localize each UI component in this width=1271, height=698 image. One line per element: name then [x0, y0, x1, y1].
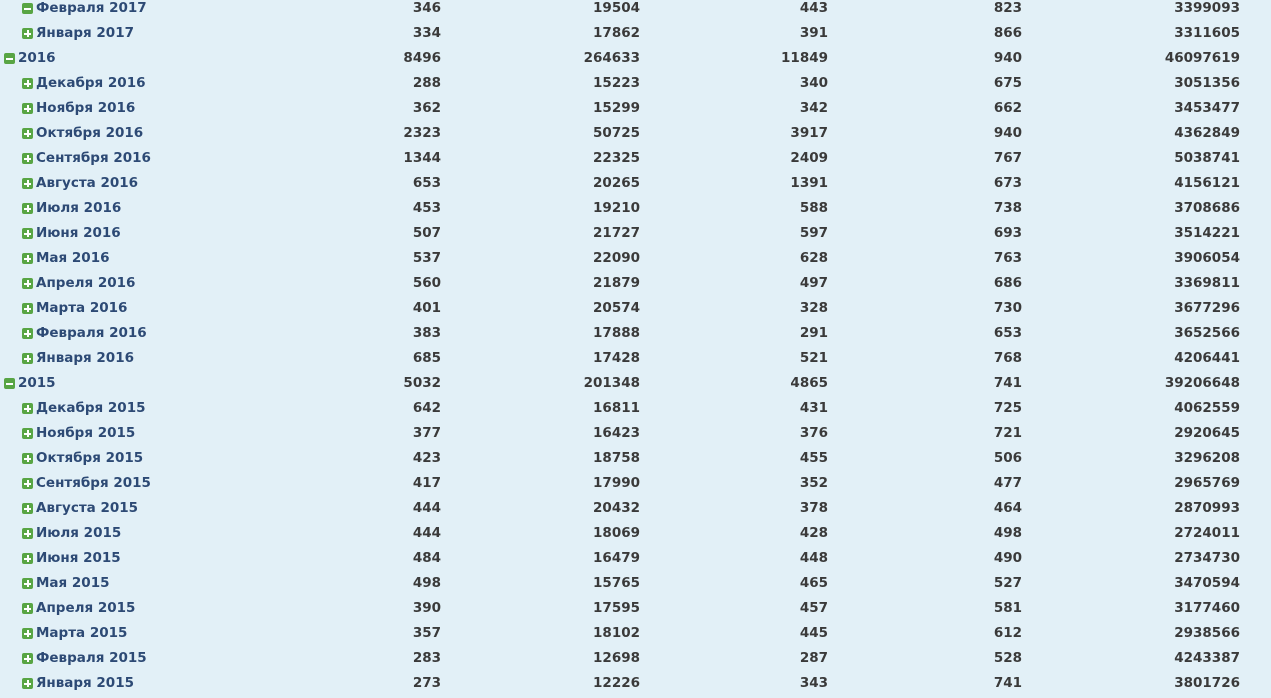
- value-cell-col3: 287: [799, 650, 828, 666]
- value-cell-col5: 2938566: [1174, 625, 1240, 641]
- expand-plus-icon[interactable]: [22, 328, 33, 339]
- value-cell-col1: 444: [412, 500, 441, 516]
- value-cell-col5: 3399093: [1174, 0, 1240, 16]
- row-label-text[interactable]: Июня 2015: [36, 550, 121, 566]
- value-cell-col3: 2409: [790, 150, 828, 166]
- month-row: [0, 346, 1271, 371]
- value-cell-col5: 5038741: [1174, 150, 1240, 166]
- value-cell-col4: 675: [993, 75, 1022, 91]
- row-label: [22, 471, 151, 496]
- value-cell-col3: 340: [799, 75, 828, 91]
- value-cell-col5: 3470594: [1174, 575, 1240, 591]
- value-cell-col4: 477: [993, 475, 1022, 491]
- value-cell-col2: 19210: [593, 200, 640, 216]
- value-cell-col5: 4206441: [1174, 350, 1240, 366]
- expand-plus-icon[interactable]: [22, 453, 33, 464]
- value-cell-col5: 3296208: [1174, 450, 1240, 466]
- value-cell-col3: 428: [799, 525, 828, 541]
- expand-plus-icon[interactable]: [22, 628, 33, 639]
- row-label: [22, 71, 145, 96]
- value-cell-col1: 417: [412, 475, 441, 491]
- expand-plus-icon[interactable]: [22, 253, 33, 264]
- value-cell-col3: 597: [799, 225, 828, 241]
- value-cell-col5: 2870993: [1174, 500, 1240, 516]
- row-label-text[interactable]: Марта 2016: [36, 300, 128, 316]
- value-cell-col3: 465: [799, 575, 828, 591]
- value-cell-col5: 2920645: [1174, 425, 1240, 441]
- value-cell-col4: 527: [993, 575, 1022, 591]
- row-label-text[interactable]: Ноября 2016: [36, 100, 136, 116]
- value-cell-col4: 673: [993, 175, 1022, 191]
- month-row: [0, 321, 1271, 346]
- value-cell-col3: 588: [799, 200, 828, 216]
- row-label-text[interactable]: Февраля 2017: [36, 0, 147, 16]
- row-label-text[interactable]: Августа 2016: [36, 175, 139, 191]
- value-cell-col4: 490: [993, 550, 1022, 566]
- expand-plus-icon[interactable]: [22, 403, 33, 414]
- value-cell-col5: 3801726: [1174, 675, 1240, 691]
- value-cell-col1: 8496: [403, 50, 441, 66]
- expand-plus-icon[interactable]: [22, 503, 33, 514]
- value-cell-col2: 21879: [593, 275, 640, 291]
- expand-plus-icon[interactable]: [22, 653, 33, 664]
- month-row: [0, 646, 1271, 671]
- row-label: [22, 396, 145, 421]
- expand-plus-icon[interactable]: [22, 128, 33, 139]
- value-cell-col3: 11849: [781, 50, 828, 66]
- value-cell-col2: 22325: [593, 150, 640, 166]
- value-cell-col3: 376: [799, 425, 828, 441]
- collapse-minus-icon[interactable]: [4, 378, 15, 389]
- expand-plus-icon[interactable]: [22, 228, 33, 239]
- month-row: [0, 196, 1271, 221]
- row-label-text[interactable]: Мая 2016: [36, 250, 110, 266]
- value-cell-col1: 507: [412, 225, 441, 241]
- row-label: [22, 171, 138, 196]
- value-cell-col3: 342: [799, 100, 828, 116]
- row-label: [22, 346, 134, 371]
- row-label: [22, 271, 135, 296]
- value-cell-col3: 4865: [790, 375, 828, 391]
- value-cell-col1: 653: [412, 175, 441, 191]
- value-cell-col3: 431: [799, 400, 828, 416]
- value-cell-col1: 537: [412, 250, 441, 266]
- value-cell-col3: 378: [799, 500, 828, 516]
- month-row: [0, 71, 1271, 96]
- expand-plus-icon[interactable]: [22, 303, 33, 314]
- row-label-text[interactable]: Ноября 2015: [36, 425, 136, 441]
- value-cell-col3: 343: [799, 675, 828, 691]
- value-cell-col5: 2734730: [1174, 550, 1240, 566]
- row-label: [22, 96, 135, 121]
- row-label: [22, 421, 135, 446]
- value-cell-col4: 823: [993, 0, 1022, 16]
- month-row: [0, 446, 1271, 471]
- expand-plus-icon[interactable]: [22, 528, 33, 539]
- row-label: [22, 496, 138, 521]
- value-cell-col4: 464: [993, 500, 1022, 516]
- value-cell-col1: 484: [412, 550, 441, 566]
- expand-plus-icon[interactable]: [22, 178, 33, 189]
- row-label-text[interactable]: Сентября 2015: [36, 475, 151, 491]
- value-cell-col3: 448: [799, 550, 828, 566]
- value-cell-col4: 498: [993, 525, 1022, 541]
- value-cell-col5: 3369811: [1174, 275, 1240, 291]
- value-cell-col4: 506: [993, 450, 1022, 466]
- row-label-text[interactable]: Февраля 2016: [36, 325, 147, 341]
- value-cell-col2: 15765: [593, 575, 640, 591]
- row-label: [4, 46, 56, 71]
- row-label: [22, 21, 134, 46]
- row-label-text[interactable]: Июня 2016: [36, 225, 121, 241]
- value-cell-col3: 497: [799, 275, 828, 291]
- value-cell-col2: 15299: [593, 100, 640, 116]
- value-cell-col4: 662: [993, 100, 1022, 116]
- value-cell-col5: 3453477: [1174, 100, 1240, 116]
- row-label: [22, 446, 143, 471]
- value-cell-col1: 357: [412, 625, 441, 641]
- row-label-text[interactable]: Декабря 2015: [36, 400, 146, 416]
- row-label: [4, 371, 56, 396]
- value-cell-col1: 401: [412, 300, 441, 316]
- value-cell-col1: 560: [412, 275, 441, 291]
- value-cell-col2: 12698: [593, 650, 640, 666]
- month-row: [0, 621, 1271, 646]
- value-cell-col3: 457: [799, 600, 828, 616]
- value-cell-col2: 17990: [593, 475, 640, 491]
- month-row: [0, 296, 1271, 321]
- value-cell-col2: 16423: [593, 425, 640, 441]
- row-label: [22, 321, 147, 346]
- value-cell-col5: 3708686: [1174, 200, 1240, 216]
- value-cell-col5: 2724011: [1174, 525, 1240, 541]
- value-cell-col5: 3311605: [1174, 25, 1240, 41]
- value-cell-col1: 498: [412, 575, 441, 591]
- value-cell-col1: 1344: [403, 150, 441, 166]
- row-label-text[interactable]: Июля 2015: [36, 525, 122, 541]
- value-cell-col3: 445: [799, 625, 828, 641]
- value-cell-col3: 328: [799, 300, 828, 316]
- year-row: [0, 46, 1271, 71]
- value-cell-col3: 521: [799, 350, 828, 366]
- value-cell-col1: 444: [412, 525, 441, 541]
- value-cell-col1: 288: [412, 75, 441, 91]
- value-cell-col2: 201348: [583, 375, 640, 391]
- value-cell-col5: 3051356: [1174, 75, 1240, 91]
- value-cell-col1: 377: [412, 425, 441, 441]
- row-label: [22, 596, 135, 621]
- value-cell-col2: 17595: [593, 600, 640, 616]
- value-cell-col1: 383: [412, 325, 441, 341]
- row-label-text[interactable]: 2016: [18, 50, 56, 66]
- month-row: [0, 0, 1271, 21]
- expand-plus-icon[interactable]: [22, 278, 33, 289]
- value-cell-col2: 17862: [593, 25, 640, 41]
- row-label-text[interactable]: Апреля 2016: [36, 275, 136, 291]
- row-label: [22, 546, 121, 571]
- value-cell-col4: 612: [993, 625, 1022, 641]
- value-cell-col4: 693: [993, 225, 1022, 241]
- value-cell-col4: 940: [993, 50, 1022, 66]
- month-row: [0, 396, 1271, 421]
- row-label: [22, 221, 121, 246]
- value-cell-col1: 362: [412, 100, 441, 116]
- row-label: [22, 621, 127, 646]
- value-cell-col4: 721: [993, 425, 1022, 441]
- value-cell-col1: 334: [412, 25, 441, 41]
- value-cell-col1: 685: [412, 350, 441, 366]
- expand-plus-icon[interactable]: [22, 578, 33, 589]
- row-label-text[interactable]: Октября 2015: [36, 450, 144, 466]
- row-label-text[interactable]: 2015: [18, 375, 56, 391]
- value-cell-col4: 768: [993, 350, 1022, 366]
- expand-plus-icon[interactable]: [22, 478, 33, 489]
- value-cell-col3: 352: [799, 475, 828, 491]
- row-label: [22, 121, 143, 146]
- expand-plus-icon[interactable]: [22, 78, 33, 89]
- row-label-text[interactable]: Июля 2016: [36, 200, 122, 216]
- value-cell-col2: 50725: [593, 125, 640, 141]
- value-cell-col3: 443: [799, 0, 828, 16]
- expand-plus-icon[interactable]: [22, 103, 33, 114]
- month-row: [0, 421, 1271, 446]
- row-label-text[interactable]: Марта 2015: [36, 625, 128, 641]
- value-cell-col3: 628: [799, 250, 828, 266]
- row-label: [22, 246, 110, 271]
- row-label: [22, 671, 134, 696]
- expand-plus-icon[interactable]: [22, 153, 33, 164]
- row-label: [22, 0, 147, 21]
- expand-plus-icon[interactable]: [22, 203, 33, 214]
- value-cell-col2: 19504: [593, 0, 640, 16]
- month-row: [0, 246, 1271, 271]
- value-cell-col5: 3514221: [1174, 225, 1240, 241]
- row-label-text[interactable]: Января 2015: [36, 675, 134, 691]
- value-cell-col4: 866: [993, 25, 1022, 41]
- value-cell-col4: 763: [993, 250, 1022, 266]
- row-label-text[interactable]: Октября 2016: [36, 125, 144, 141]
- value-cell-col3: 3917: [790, 125, 828, 141]
- row-label: [22, 646, 147, 671]
- value-cell-col1: 423: [412, 450, 441, 466]
- value-cell-col2: 20265: [593, 175, 640, 191]
- row-label-text[interactable]: Мая 2015: [36, 575, 110, 591]
- expand-plus-icon[interactable]: [22, 678, 33, 689]
- value-cell-col1: 2323: [403, 125, 441, 141]
- value-cell-col1: 346: [412, 0, 441, 16]
- value-cell-col3: 391: [799, 25, 828, 41]
- value-cell-col1: 642: [412, 400, 441, 416]
- month-row: [0, 596, 1271, 621]
- value-cell-col4: 653: [993, 325, 1022, 341]
- value-cell-col5: 4156121: [1174, 175, 1240, 191]
- year-row: [0, 371, 1271, 396]
- row-label-text[interactable]: Февраля 2015: [36, 650, 147, 666]
- value-cell-col2: 16811: [593, 400, 640, 416]
- value-cell-col5: 39206648: [1164, 375, 1240, 391]
- month-row: [0, 671, 1271, 696]
- value-cell-col3: 291: [799, 325, 828, 341]
- value-cell-col2: 16479: [593, 550, 640, 566]
- row-label-text[interactable]: Января 2017: [36, 25, 134, 41]
- value-cell-col5: 2965769: [1174, 475, 1240, 491]
- month-row: [0, 496, 1271, 521]
- expand-plus-icon[interactable]: [22, 428, 33, 439]
- value-cell-col2: 17428: [593, 350, 640, 366]
- month-row: [0, 96, 1271, 121]
- value-cell-col2: 20432: [593, 500, 640, 516]
- value-cell-col4: 528: [993, 650, 1022, 666]
- row-label-text[interactable]: Сентября 2016: [36, 150, 151, 166]
- value-cell-col1: 390: [412, 600, 441, 616]
- value-cell-col2: 21727: [593, 225, 640, 241]
- month-row: [0, 521, 1271, 546]
- value-cell-col5: 3906054: [1174, 250, 1240, 266]
- expand-plus-icon[interactable]: [22, 603, 33, 614]
- value-cell-col1: 273: [412, 675, 441, 691]
- expand-plus-icon[interactable]: [22, 353, 33, 364]
- value-cell-col5: 3652566: [1174, 325, 1240, 341]
- month-row: [0, 146, 1271, 171]
- value-cell-col3: 455: [799, 450, 828, 466]
- row-label-text[interactable]: Декабря 2016: [36, 75, 146, 91]
- expand-plus-icon[interactable]: [22, 553, 33, 564]
- value-cell-col2: 20574: [593, 300, 640, 316]
- value-cell-col4: 741: [993, 675, 1022, 691]
- value-cell-col5: 4362849: [1174, 125, 1240, 141]
- value-cell-col4: 741: [993, 375, 1022, 391]
- row-label: [22, 146, 151, 171]
- expand-plus-icon[interactable]: [22, 28, 33, 39]
- value-cell-col2: 18069: [593, 525, 640, 541]
- row-label-text[interactable]: Апреля 2015: [36, 600, 136, 616]
- value-cell-col1: 453: [412, 200, 441, 216]
- value-cell-col2: 18758: [593, 450, 640, 466]
- row-label-text[interactable]: Января 2016: [36, 350, 134, 366]
- month-row: [0, 21, 1271, 46]
- value-cell-col4: 767: [993, 150, 1022, 166]
- value-cell-col2: 18102: [593, 625, 640, 641]
- month-row: [0, 221, 1271, 246]
- value-cell-col4: 730: [993, 300, 1022, 316]
- value-cell-col2: 22090: [593, 250, 640, 266]
- month-row: [0, 471, 1271, 496]
- month-row: [0, 571, 1271, 596]
- value-cell-col4: 725: [993, 400, 1022, 416]
- row-label: [22, 296, 127, 321]
- collapse-minus-icon[interactable]: [4, 53, 15, 64]
- value-cell-col5: 4243387: [1174, 650, 1240, 666]
- month-row: [0, 271, 1271, 296]
- value-cell-col3: 1391: [790, 175, 828, 191]
- value-cell-col2: 12226: [593, 675, 640, 691]
- value-cell-col2: 264633: [583, 50, 640, 66]
- row-label-text[interactable]: Августа 2015: [36, 500, 139, 516]
- row-label: [22, 196, 121, 221]
- value-cell-col4: 581: [993, 600, 1022, 616]
- value-cell-col5: 3677296: [1174, 300, 1240, 316]
- value-cell-col1: 283: [412, 650, 441, 666]
- collapse-minus-icon[interactable]: [22, 3, 33, 14]
- value-cell-col5: 4062559: [1174, 400, 1240, 416]
- value-cell-col5: 3177460: [1174, 600, 1240, 616]
- value-cell-col1: 5032: [403, 375, 441, 391]
- row-label: [22, 571, 110, 596]
- row-label: [22, 521, 121, 546]
- month-row: [0, 171, 1271, 196]
- value-cell-col4: 940: [993, 125, 1022, 141]
- month-row: [0, 546, 1271, 571]
- value-cell-col2: 17888: [593, 325, 640, 341]
- value-cell-col2: 15223: [593, 75, 640, 91]
- value-cell-col5: 46097619: [1164, 50, 1240, 66]
- value-cell-col4: 738: [993, 200, 1022, 216]
- value-cell-col4: 686: [993, 275, 1022, 291]
- month-row: [0, 121, 1271, 146]
